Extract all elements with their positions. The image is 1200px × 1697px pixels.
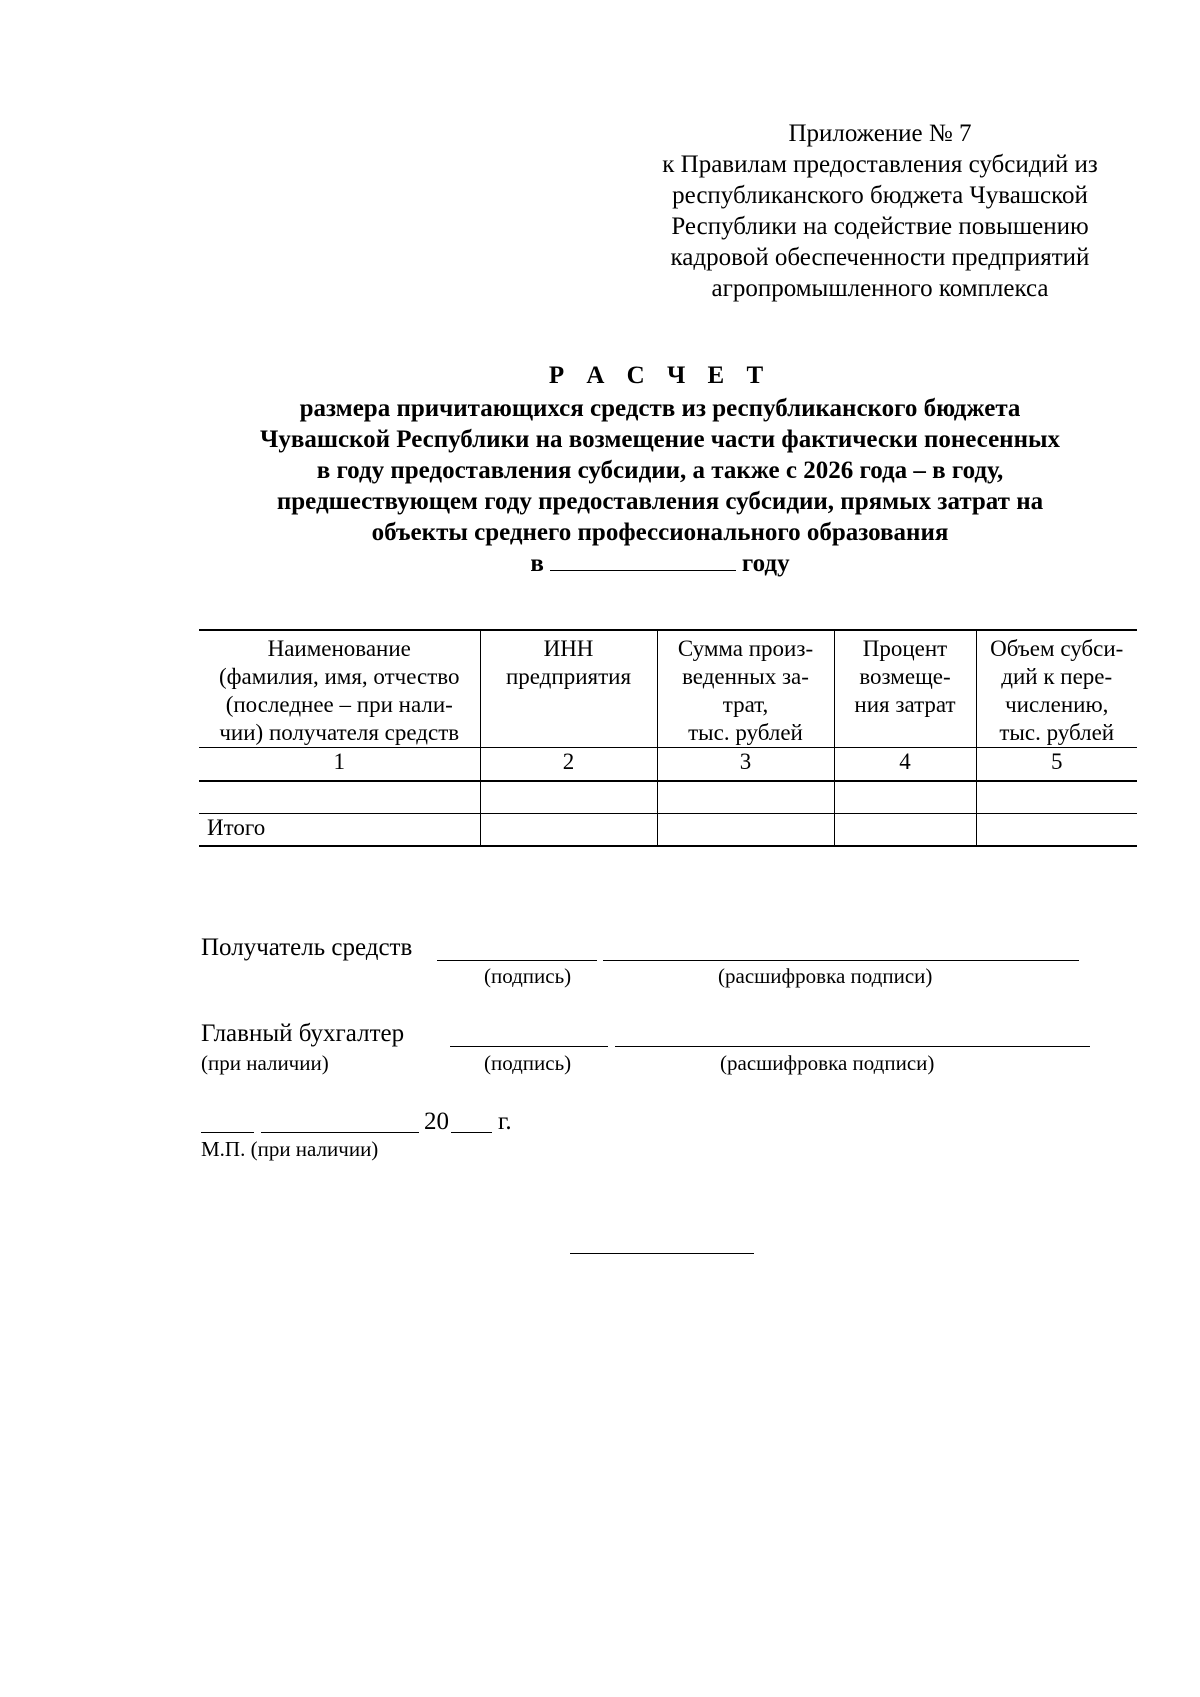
table-cell[interactable] <box>199 781 480 814</box>
total-cell[interactable] <box>480 814 657 847</box>
table-cell[interactable] <box>834 781 976 814</box>
annex-line: кадровой обеспеченности предприятий <box>670 244 1090 271</box>
annex-line: республиканского бюджета Чувашской <box>672 182 1088 209</box>
date-day-line[interactable] <box>201 1132 254 1133</box>
year-suffix: году <box>741 550 790 577</box>
table-cell[interactable] <box>976 781 1137 814</box>
total-cell[interactable] <box>834 814 976 847</box>
stamp-note: М.П. (при наличии) <box>201 1137 379 1161</box>
title-line: объекты среднего профессионального образования <box>371 519 949 546</box>
total-cell[interactable] <box>976 814 1137 847</box>
title-line: Чувашской Республики на возмещение части фактически понесенных <box>259 426 1061 453</box>
recipient-decode-line[interactable] <box>603 960 1079 961</box>
annex-line: Приложение № 7 <box>788 120 972 147</box>
annex-line: к Правилам предоставления субсидий из <box>662 151 1098 178</box>
column-number: 4 <box>834 748 976 782</box>
recipient-signature-caption: (подпись) <box>484 964 572 988</box>
accountant-decode-caption: (расшифровка подписи) <box>720 1051 935 1075</box>
date-year-suffix: г. <box>498 1108 512 1135</box>
title-heading: Р А С Ч Е Т <box>548 362 772 389</box>
table-header-row <box>199 630 1137 748</box>
date-month-line[interactable] <box>261 1132 419 1133</box>
recipient-label: Получатель средств <box>201 934 413 961</box>
total-label: Итого <box>199 814 480 847</box>
date-year-prefix: 20 <box>424 1108 449 1135</box>
accountant-signature-caption: (подпись) <box>484 1051 572 1075</box>
table-cell[interactable] <box>657 781 834 814</box>
column-header-percent: Процент возмеще- ния затрат <box>834 630 976 748</box>
recipient-signature-line[interactable] <box>437 960 597 961</box>
column-header-inn: ИНН предприятия <box>480 630 657 748</box>
closing-divider <box>570 1253 754 1254</box>
title-year-line <box>200 548 1120 579</box>
column-number-row <box>199 748 1137 782</box>
accountant-note: (при наличии) <box>201 1051 329 1075</box>
accountant-label: Главный бухгалтер <box>201 1020 405 1047</box>
table-row <box>199 781 1137 814</box>
column-number: 3 <box>657 748 834 782</box>
column-header-costs: Сумма произ- веденных за- трат, тыс. рублей <box>657 630 834 748</box>
title-line: предшествующем году предоставления субсидии, прямых затрат на <box>276 488 1044 515</box>
accountant-signature-line[interactable] <box>450 1046 608 1047</box>
column-header-name: Наименование (фамилия, имя, отчество (последнее – при нали- чии) получателя средств <box>199 630 480 748</box>
annex-header <box>640 118 1120 304</box>
title-line: в году предоставления субсидии, а также с 2026 года – в году, <box>316 457 1004 484</box>
year-blank-field[interactable] <box>550 548 736 571</box>
column-number: 2 <box>480 748 657 782</box>
accountant-decode-line[interactable] <box>615 1046 1090 1047</box>
title-line: размера причитающихся средств из республиканского бюджета <box>299 395 1021 422</box>
year-prefix: в <box>530 550 544 577</box>
recipient-decode-caption: (расшифровка подписи) <box>718 964 933 988</box>
table-cell[interactable] <box>480 781 657 814</box>
total-row <box>199 814 1137 847</box>
column-number: 1 <box>199 748 480 782</box>
column-number: 5 <box>976 748 1137 782</box>
document-title <box>200 360 1120 579</box>
date-year-line[interactable] <box>451 1132 492 1133</box>
total-cell[interactable] <box>657 814 834 847</box>
column-header-subsidy: Объем субси- дий к пере- числению, тыс. рублей <box>976 630 1137 748</box>
annex-line: агропромышленного комплекса <box>711 275 1049 302</box>
annex-line: Республики на содействие повышению <box>671 213 1089 240</box>
calculation-table <box>199 629 1137 847</box>
